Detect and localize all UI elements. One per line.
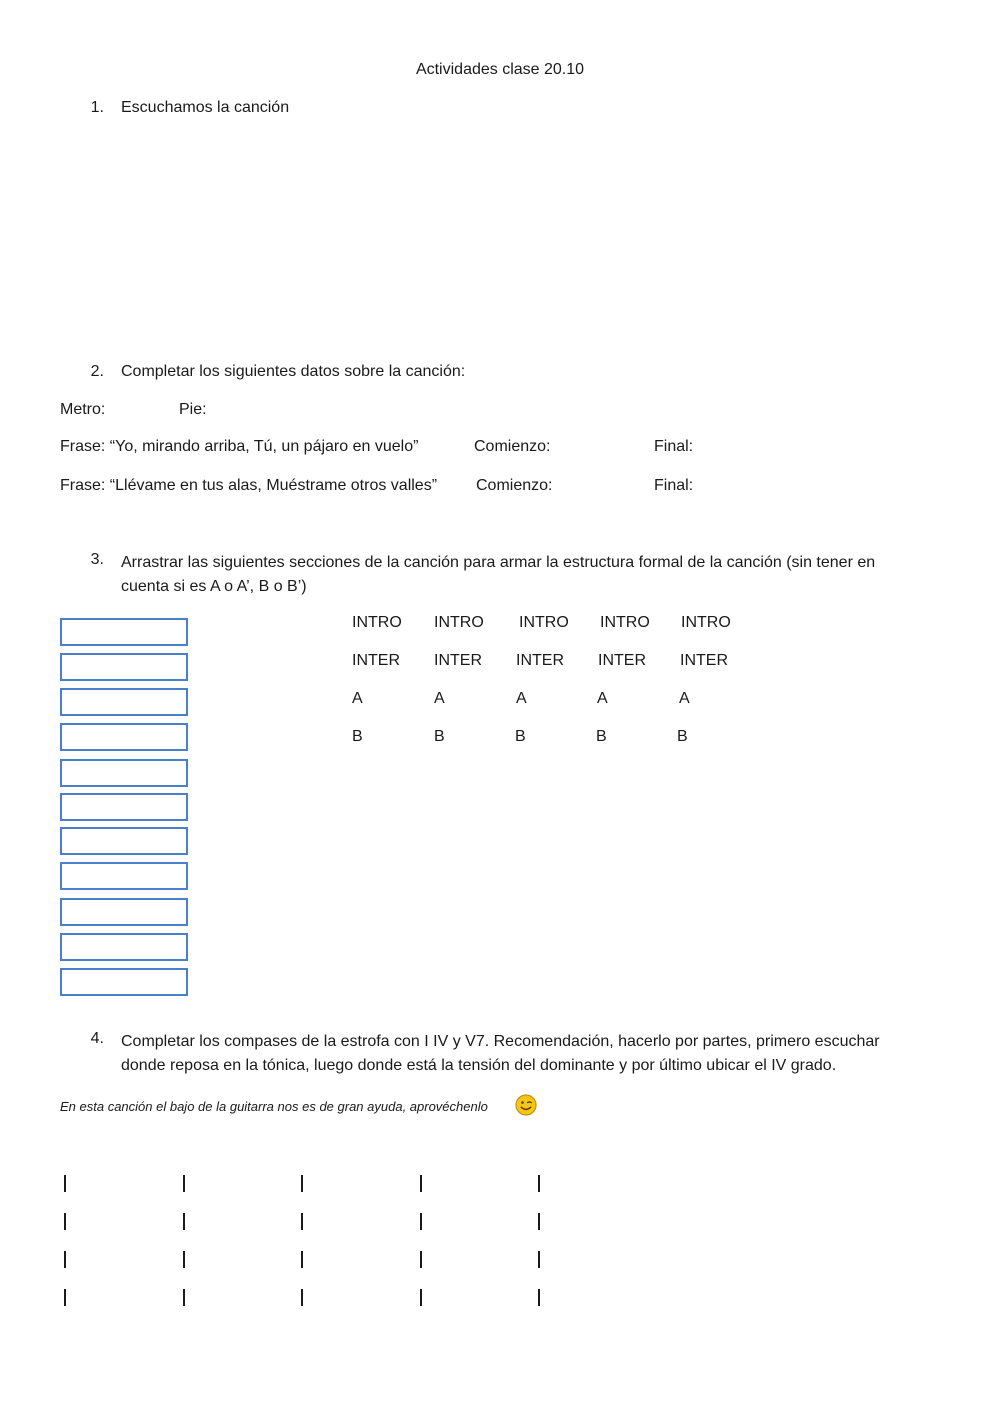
bar-line bbox=[420, 1175, 422, 1192]
bar-line bbox=[420, 1213, 422, 1230]
bar-line bbox=[64, 1251, 66, 1268]
drop-box[interactable] bbox=[60, 898, 188, 926]
bar-line bbox=[183, 1175, 185, 1192]
chip-a[interactable]: A bbox=[679, 690, 690, 707]
bar-line bbox=[183, 1213, 185, 1230]
chip-inter[interactable]: INTER bbox=[434, 652, 482, 669]
q3-text: Arrastrar las siguientes secciones de la canción para armar la estructura formal de la canción (sin tener en cuenta si es A o A’, B o B’) bbox=[121, 554, 876, 595]
frase2-text: Frase: “Llévame en tus alas, Muéstrame otros valles” bbox=[60, 477, 438, 494]
bar-line bbox=[538, 1175, 540, 1192]
drop-box[interactable] bbox=[60, 933, 188, 961]
drop-box[interactable] bbox=[60, 653, 188, 681]
chip-intro[interactable]: INTRO bbox=[519, 614, 569, 631]
chip-b[interactable]: B bbox=[434, 728, 445, 745]
bar-line bbox=[538, 1251, 540, 1268]
drop-box[interactable] bbox=[60, 968, 188, 996]
drop-box[interactable] bbox=[60, 827, 188, 855]
wink-smiley-icon bbox=[515, 1094, 537, 1116]
chip-intro[interactable]: INTRO bbox=[681, 614, 731, 631]
q1-text: Escuchamos la canción bbox=[121, 99, 290, 116]
chip-inter[interactable]: INTER bbox=[598, 652, 646, 669]
chip-b[interactable]: B bbox=[596, 728, 607, 745]
chip-a[interactable]: A bbox=[352, 690, 363, 707]
chip-b[interactable]: B bbox=[515, 728, 526, 745]
page-title: Actividades clase 20.10 bbox=[415, 61, 585, 78]
bar-line bbox=[420, 1251, 422, 1268]
chip-intro[interactable]: INTRO bbox=[600, 614, 650, 631]
chip-a[interactable]: A bbox=[434, 690, 445, 707]
q4-hint: En esta canción el bajo de la guitarra nos es de gran ayuda, aprovéchenlo bbox=[60, 1099, 488, 1114]
drop-box[interactable] bbox=[60, 723, 188, 751]
frase2-final-label: Final: bbox=[654, 477, 694, 494]
drop-box[interactable] bbox=[60, 688, 188, 716]
chip-a[interactable]: A bbox=[516, 690, 527, 707]
chip-intro[interactable]: INTRO bbox=[352, 614, 402, 631]
frase1-text: Frase: “Yo, mirando arriba, Tú, un pájaro en vuelo” bbox=[60, 438, 419, 455]
pie-label: Pie: bbox=[179, 401, 207, 418]
drop-box[interactable] bbox=[60, 862, 188, 890]
q3-number: 3. bbox=[90, 551, 104, 568]
bar-line bbox=[301, 1251, 303, 1268]
chip-b[interactable]: B bbox=[677, 728, 688, 745]
q4-text: Completar los compases de la estrofa con I IV y V7. Recomendación, hacerlo por partes, primero escuchar donde reposa en la tónica, luego donde está la tensión del dominante y por último ubicar el IV grado. bbox=[121, 1033, 880, 1074]
q4-number: 4. bbox=[90, 1030, 104, 1047]
bar-line bbox=[301, 1289, 303, 1306]
chip-b[interactable]: B bbox=[352, 728, 363, 745]
chip-inter[interactable]: INTER bbox=[516, 652, 564, 669]
chip-a[interactable]: A bbox=[597, 690, 608, 707]
q2-number: 2. bbox=[90, 363, 104, 380]
bar-line bbox=[64, 1289, 66, 1306]
metro-label: Metro: bbox=[60, 401, 106, 418]
frase1-comienzo-label: Comienzo: bbox=[474, 438, 551, 455]
bar-line bbox=[301, 1213, 303, 1230]
bar-line bbox=[420, 1289, 422, 1306]
q2-text: Completar los siguientes datos sobre la canción: bbox=[121, 363, 466, 380]
chip-inter[interactable]: INTER bbox=[352, 652, 400, 669]
bar-line bbox=[538, 1213, 540, 1230]
bar-line bbox=[183, 1251, 185, 1268]
bar-line bbox=[64, 1175, 66, 1192]
drop-box[interactable] bbox=[60, 793, 188, 821]
frase2-comienzo-label: Comienzo: bbox=[476, 477, 553, 494]
drop-box[interactable] bbox=[60, 618, 188, 646]
bar-line bbox=[301, 1175, 303, 1192]
bar-line bbox=[64, 1213, 66, 1230]
chip-intro[interactable]: INTRO bbox=[434, 614, 484, 631]
bar-line bbox=[538, 1289, 540, 1306]
q1-number: 1. bbox=[90, 99, 104, 116]
bar-line bbox=[183, 1289, 185, 1306]
frase1-final-label: Final: bbox=[654, 438, 694, 455]
drop-box[interactable] bbox=[60, 759, 188, 787]
chip-inter[interactable]: INTER bbox=[680, 652, 728, 669]
